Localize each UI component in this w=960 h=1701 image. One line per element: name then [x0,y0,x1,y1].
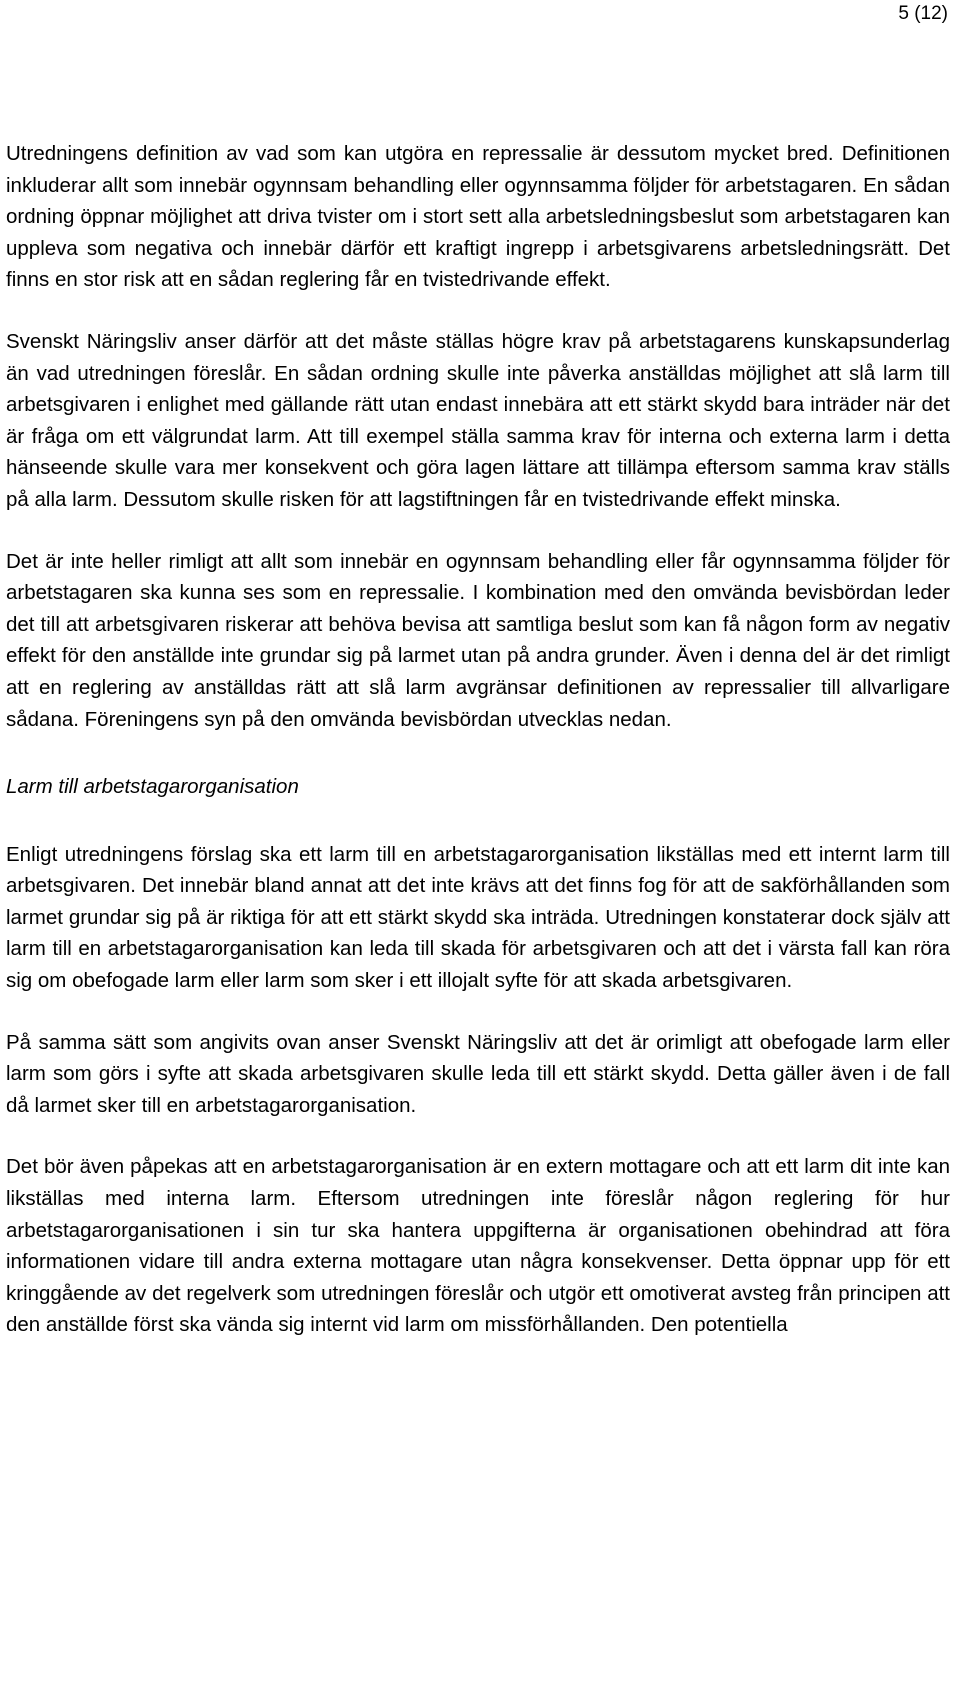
page-number: 5 (12) [898,3,948,24]
paragraph-3: Det är inte heller rimligt att allt som innebär en ogynnsam behandling eller får ogynnsamma följder för arbetstagaren ska kunna ses som en repressalie. I kombination med den omvända bevisbördan leder det till att arbetsgivaren riskerar att behöva bevisa att samtliga beslut som kan få någon form av negativ effekt för den anställde inte grundar sig på larmet utan på andra grunder. Även i denna del är det rimligt att en reglering av anställdas rätt att slå larm avgränsar definitionen av repressalier till allvarligare sådana. Föreningens syn på den omvända bevisbördan utvecklas nedan. [6,549,950,731]
paragraph-6: Det bör även påpekas att en arbetstagarorganisation är en extern mottagare och att ett larm dit inte kan likställas med interna larm. Eftersom utredningen inte föreslår någon reglering för hur arbetstagarorganisationen i sin tur ska hantera uppgifterna är organisationen obehindrad att föra informationen vidare till andra externa mottagare utan några konsekvenser. Detta öppnar upp för ett kringgående av det regelverk som utredningen föreslår och utgör ett omotiverat avsteg från principen att den anställde först ska vända sig internt vid larm om missförhållanden. Den potentiella [6,1155,950,1337]
paragraph-1: Utredningens definition av vad som kan utgöra en repressalie är dessutom mycket bred. Definitionen inkluderar allt som innebär ogynnsam behandling eller ogynnsamma följder för arbetstagaren. En sådan ordning öppnar möjlighet att driva tvister om i stort sett alla arbetsledningsbeslut som arbetstagaren kan uppleva som negativa och innebär därför ett kraftigt ingrepp i arbetsgivarens arbetsledningsrätt. Det finns en stor risk att en sådan reglering får en tvistedrivande effekt. [6,142,950,292]
section-heading: Larm till arbetstagarorganisation [6,775,299,799]
paragraph-2: Svenskt Näringsliv anser därför att det måste ställas högre krav på arbetstagarens kunskapsunderlag än vad utredningen föreslår. En sådan ordning skulle inte påverka anställdas möjlighet att slå larm till arbetsgivaren i enlighet med gällande rätt utan endast innebära att ett stärkt skydd bara inträder när det är fråga om ett välgrundat larm. Att till exempel ställa samma krav för interna och externa larm i detta hänseende skulle vara mer konsekvent och göra lagen lättare att tillämpa eftersom samma krav ställs på alla larm. Dessutom skulle risken för att lagstiftningen får en tvistedrivande effekt minska. [6,329,950,511]
document-body [6,138,950,1341]
paragraph-4: Enligt utredningens förslag ska ett larm till en arbetstagarorganisation likställas med ett internt larm till arbetsgivaren. Det innebär bland annat att det inte krävs att det finns fog för att de sakförhållanden som larmet grundar sig på är riktiga för att ett stärkt skydd ska inträda. Utredningen konstaterar dock själv att larm till en arbetstagarorganisation kan leda till skada för arbetsgivaren och att det i värsta fall kan röra sig om obefogade larm eller larm som sker i ett illojalt syfte för att skada arbetsgivaren. [6,842,950,993]
paragraph-5: På samma sätt som angivits ovan anser Svenskt Näringsliv att det är orimligt att obefogade larm eller larm som görs i syfte att skada arbetsgivaren skulle leda till ett stärkt skydd. Detta gäller även i de fall då larmet sker till en arbetstagarorganisation. [6,1030,950,1117]
